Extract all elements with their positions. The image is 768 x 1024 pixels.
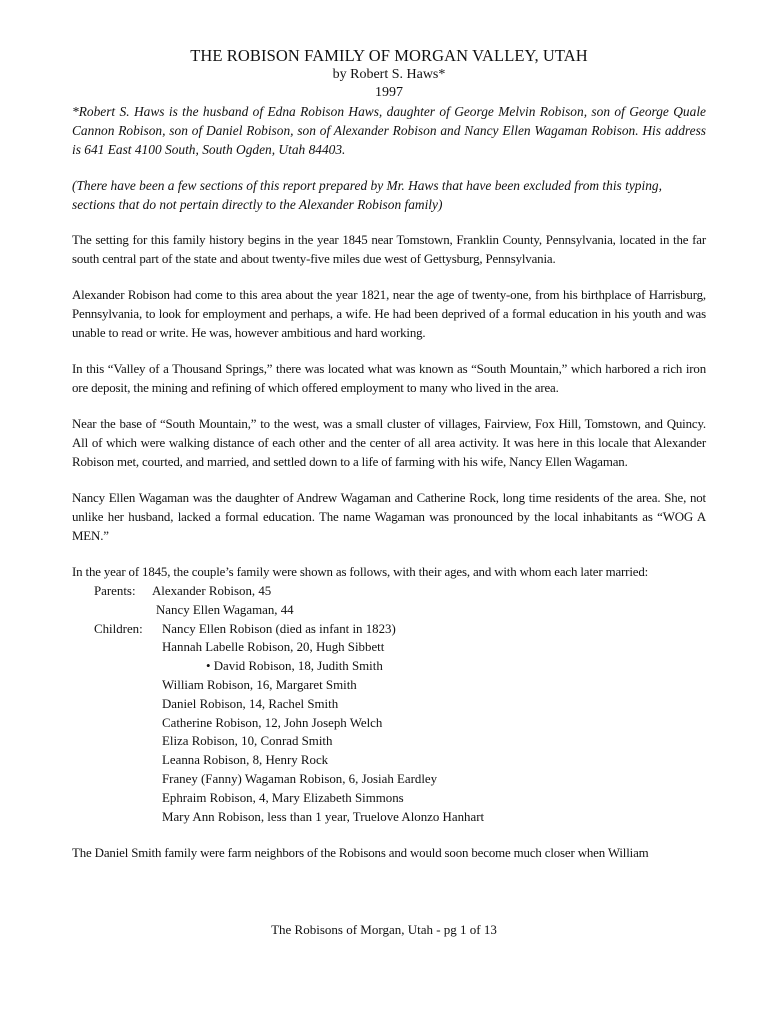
children-row bbox=[72, 732, 706, 751]
child-entry: Leanna Robison, 8, Henry Rock bbox=[162, 753, 329, 768]
author-byline: by Robert S. Haws* bbox=[332, 67, 446, 82]
children-row bbox=[72, 657, 706, 676]
child-entry: Mary Ann Robison, less than 1 year, Truelove Alonzo Hanhart bbox=[162, 809, 485, 824]
paragraph-villages: Near the base of “South Mountain,” to the west, was a small cluster of villages, Fairview, Fox Hill, Tomstown, and Quincy. All of which were walking distance of each other and the center of all area activity. It was here in this locale that Alexander Robison met, courted, and married, and settled down to a life of farming with his wife, Nancy Ellen Wagaman. bbox=[72, 417, 706, 469]
paragraph-nancy: Nancy Ellen Wagaman was the daughter of Andrew Wagaman and Catherine Rock, long time residents of the area. She, not unlike her husband, lacked a formal education. The name Wagaman was pronounced by the local inhabitants as “WOG A MEN.” bbox=[72, 491, 706, 543]
document-year: 1997 bbox=[375, 85, 403, 100]
children-row bbox=[72, 695, 706, 714]
children-row bbox=[72, 789, 706, 808]
child-entry: Nancy Ellen Robison (died as infant in 1823) bbox=[162, 621, 396, 636]
child-entry: Eliza Robison, 10, Conrad Smith bbox=[162, 734, 333, 749]
child-entry: Daniel Robison, 14, Rachel Smith bbox=[162, 696, 339, 711]
children-row bbox=[72, 620, 706, 639]
child-entry: Ephraim Robison, 4, Mary Elizabeth Simmons bbox=[162, 790, 404, 805]
child-entry: Franey (Fanny) Wagaman Robison, 6, Josiah Eardley bbox=[162, 771, 438, 786]
parents-row bbox=[72, 601, 706, 620]
children-row bbox=[72, 770, 706, 789]
parent-entry: Alexander Robison, 45 bbox=[152, 584, 272, 598]
family-list bbox=[72, 582, 706, 826]
children-row bbox=[72, 714, 706, 733]
author-note: *Robert S. Haws is the husband of Edna Robison Haws, daughter of George Melvin Robison, son of George Quale Cannon Robison, son of Daniel Robison, son of Alexander Robison and Nancy Ellen Wagaman Robison. His address is 641 East 4100 South, South Ogden, Utah 84403. bbox=[72, 104, 706, 157]
child-entry: William Robison, 16, Margaret Smith bbox=[162, 677, 357, 692]
paragraph-family-intro: In the year of 1845, the couple’s family were shown as follows, with their ages, and with whom each later married: bbox=[72, 565, 649, 579]
document-page bbox=[72, 40, 706, 863]
paragraph-setting: The setting for this family history begins in the year 1845 near Tomstown, Franklin County, Pennsylvania, located in the far south central part of the state and about twenty-five miles due west of Gettysburg, Pennsylvania. bbox=[72, 233, 706, 266]
paragraph-alexander: Alexander Robison had come to this area about the year 1821, near the age of twenty-one, from his birthplace of Harrisburg, Pennsylvania, to look for employment and perhaps, a wife. He had been deprived of a formal education in his youth and was unable to read or write. He was, however ambitious and hard working. bbox=[72, 288, 706, 340]
child-entry: • David Robison, 18, Judith Smith bbox=[206, 659, 383, 674]
children-row bbox=[72, 751, 706, 770]
parents-row bbox=[72, 582, 706, 601]
child-entry: Hannah Labelle Robison, 20, Hugh Sibbett bbox=[162, 640, 385, 655]
children-row bbox=[72, 808, 706, 827]
typing-note: (There have been a few sections of this report prepared by Mr. Haws that have been excluded from this typing, sections that do not pertain directly to the Alexander Robison family) bbox=[72, 178, 662, 212]
paragraph-valley: In this “Valley of a Thousand Springs,” there was located what was known as “South Mountain,” which harbored a rich iron ore deposit, the mining and refining of which offered employment to many who lived in the area. bbox=[72, 362, 706, 395]
document-title: THE ROBISON FAMILY OF MORGAN VALLEY, UTAH bbox=[190, 46, 588, 65]
children-label: Children: bbox=[94, 621, 143, 636]
children-row bbox=[72, 638, 706, 657]
page-footer: The Robisons of Morgan, Utah - pg 1 of 13 bbox=[271, 922, 497, 937]
child-entry: Catherine Robison, 12, John Joseph Welch bbox=[162, 715, 383, 730]
parents-label: Parents: bbox=[94, 584, 136, 598]
paragraph-smith-family: The Daniel Smith family were farm neighbors of the Robisons and would soon become much closer when William bbox=[72, 846, 649, 861]
children-row bbox=[72, 676, 706, 695]
parent-entry: Nancy Ellen Wagaman, 44 bbox=[156, 602, 294, 617]
